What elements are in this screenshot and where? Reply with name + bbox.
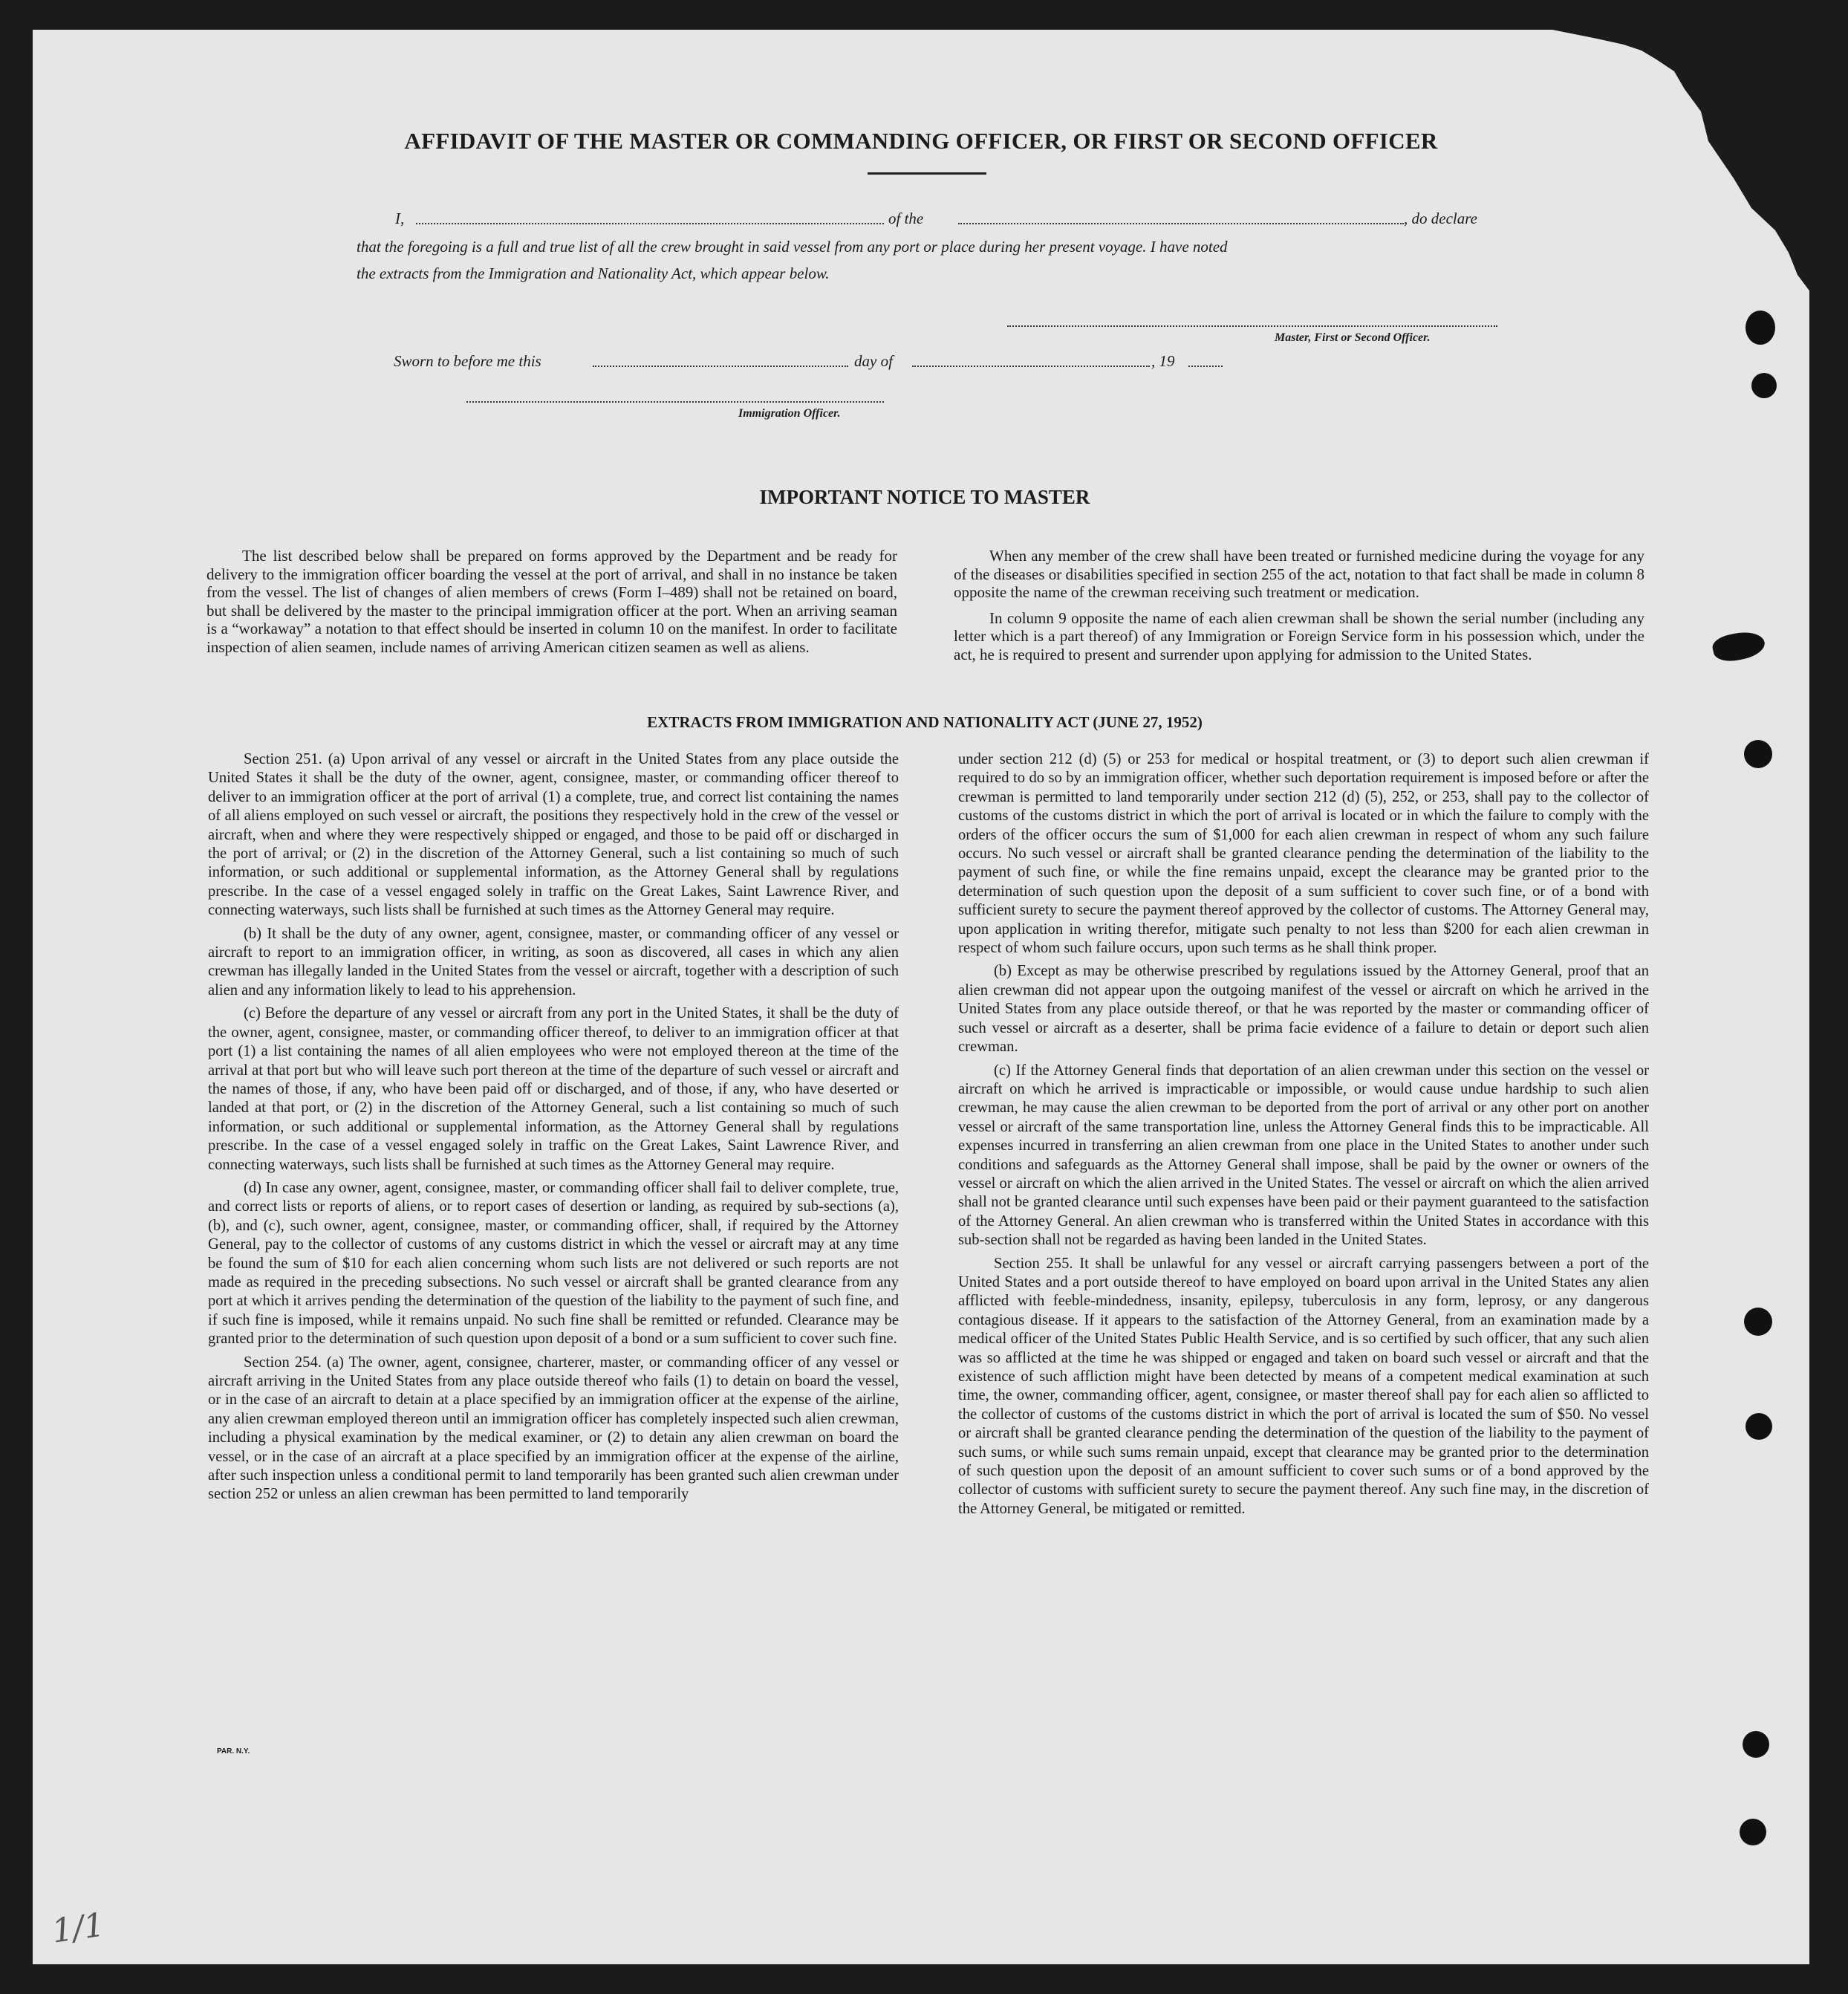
sworn-month-field[interactable] (912, 366, 1150, 367)
section-251-a: Section 251. (a) Upon arrival of any vessel or aircraft in the United States from any place outside the United States it shall be the duty of the owner, agent, consignee, master, or commanding officer thereof to deliver to an immigration officer at the port of arrival (1) a complete, true, and correct list containing the names of all aliens employed on such vessel or aircraft, the positions they respectively hold in the crew of the vessel or aircraft, when and where they were respectively shipped or engaged, and those to be paid off or discharged in the port of arrival; or (2) in the discretion of the Attorney General, such a list containing so much of such information, or such additional or supplemental information, as the Attorney General shall by regulations prescribe. In the case of a vessel engaged solely in traffic on the Great Lakes, Saint Lawrence River, and connecting waterways, such lists shall be furnished at such times as the Attorney General may require. (208, 751, 899, 919)
notice-right-paragraph-1: When any member of the crew shall have been treated or furnished medicine during the voyage for any of the diseases or disabilities specified in section 255 of the act, notation to that fact shall be made in column 8 opposite the name of the crewman receiving such treatment or medication. (954, 547, 1644, 602)
torn-corner (1552, 30, 1848, 312)
punch-hole (1745, 311, 1775, 345)
declaration-line-1: that the foregoing is a full and true list of all the crew brought in said vessel from any port or place during her present voyage. I have noted (357, 238, 1228, 256)
master-signature-field[interactable] (1007, 325, 1497, 327)
notice-heading: IMPORTANT NOTICE TO MASTER (759, 486, 1090, 508)
handwritten-mark: 1/1 (49, 1906, 108, 1951)
i-label: I, (395, 210, 405, 227)
name-field[interactable] (416, 223, 884, 224)
day-of-label: day of (854, 352, 893, 370)
punch-hole (1743, 1731, 1769, 1758)
extracts-left-column (208, 750, 899, 1509)
section-254-b: (b) Except as may be otherwise prescribed by regulations issued by the Attorney General, proof that an alien crewman did not appear upon the outgoing manifest of the vessel or aircraft on which he arrived in the United States from any place outside thereof, or that he was reported by the master or commanding officer of such vessel or aircraft as a deserter, shall be prima facie evidence of a failure to detain or deport such alien crewman. (958, 963, 1649, 1056)
punch-hole (1740, 1819, 1766, 1845)
section-251-d: (d) In case any owner, agent, consignee, master, or commanding officer shall fail to deliver complete, true, and correct lists or reports of aliens, or to report cases of desertion or landing, as required by sub-sections (a), (b), and (c), such owner, agent, consignee, master, or commanding officer, shall, if required by the Attorney General, pay to the collector of customs of any customs district in which the vessel or aircraft may at any time be found the sum of $10 for each alien concerning whom such lists are not delivered or such reports are not made as required in the preceding subsections. No such vessel or aircraft shall be granted clearance from any port at which it arrives pending the determination of the question of the liability to the payment of such fine, and if such fine is imposed, while it remains unpaid. No such fine shall be remitted or refunded. Clearance may be granted prior to the determination of such question upon deposit of a bond or a sum sufficient to cover such fine. (208, 1179, 899, 1348)
officer-caption: Immigration Officer. (738, 407, 841, 420)
affidavit-title: AFFIDAVIT OF THE MASTER OR COMMANDING OFFICER, OR FIRST OR SECOND OFFICER (404, 128, 1438, 154)
punch-hole (1744, 1308, 1772, 1336)
punch-hole (1744, 740, 1772, 768)
punch-hole (1751, 373, 1777, 398)
vessel-field[interactable] (958, 223, 1404, 224)
printer-mark: PAR. N.Y. (217, 1747, 250, 1756)
declaration-line-2: the extracts from the Immigration and Nationality Act, which appear below. (357, 264, 830, 282)
do-declare-label: , do declare (1404, 210, 1477, 227)
extracts-right-column (958, 750, 1649, 1523)
extracts-heading: EXTRACTS FROM IMMIGRATION AND NATIONALITY ACT (JUNE 27, 1952) (647, 713, 1203, 731)
immigration-officer-signature-field[interactable] (466, 401, 884, 403)
of-the-label: of the (888, 210, 924, 227)
notice-right-column (954, 547, 1644, 672)
punch-hole (1745, 1413, 1772, 1440)
year-prefix-label: , 19 (1151, 352, 1175, 370)
title-rule (868, 172, 986, 175)
sworn-label: Sworn to before me this (394, 352, 541, 370)
section-255: Section 255. It shall be unlawful for any vessel or aircraft carrying passengers between a port of the United States and a port outside thereof to have employed on board upon arrival in the United States any alien afflicted with feeble-mindedness, insanity, epilepsy, tuberculosis in any form, leprosy, or any dangerous contagious disease. If it appears to the satisfaction of the Attorney General, from an examination made by a medical officer of the United States Public Health Service, and is so certified by such officer, that any such alien was so afflicted at the time he was shipped or engaged and taken on board such vessel or aircraft and that the existence of such affliction might have been detected by means of a competent medical examination at such time, the owner, commanding officer, agent, consignee, or master thereof shall pay for each alien so afflicted to the collector of customs of the customs district in which the port of arrival is located the sum of $50. No vessel or aircraft shall be granted clearance pending the determination of the question of the liability to the payment of such sums, or while such sums remain unpaid, except that clearance may be granted prior to the determination of such question upon the deposit of an amount sufficient to cover such sums or of a bond approved by the collector of customs with sufficient surety to secure the payment thereof. Any such fine may, in the discretion of the Attorney General, be mitigated or remitted. (958, 1255, 1649, 1517)
notice-left-column (206, 547, 897, 664)
notice-right-paragraph-2: In column 9 opposite the name of each alien crewman shall be shown the serial number (including any letter which is a part thereof) of any Immigration or Foreign Service form in his possession which, under the act, he is required to present and surrender upon applying for admission to the United States. (954, 608, 1644, 663)
sworn-year-field[interactable] (1188, 366, 1223, 367)
signature-caption: Master, First or Second Officer. (1275, 331, 1431, 344)
section-254-a-continued: under section 212 (d) (5) or 253 for medical or hospital treatment, or (3) to deport such alien crewman if required to do so by an immigration officer, whether such deportation requirement is imposed before or after the crewman is permitted to land temporarily under section 212 (d) (5), 252, or 253, shall pay to the collector of customs of the customs district in which the port of arrival is located or in which the failure to comply with the orders of the officer occurs the sum of $1,000 for each alien crewman in respect of whom any such failure occurs. No such vessel or aircraft shall be granted clearance pending the determination of the liability to the payment of such fine, or while the fine remains unpaid, except the clearance may be granted prior to the determination of such question upon the deposit of a sum sufficient to cover such fine, or of a bond with sufficient surety to secure the payment thereof approved by the collector of customs. The Attorney General may, upon application in writing therefor, mitigate such penalty to not less than $200 for each alien crewman in respect of whom such failure occurs, upon such terms as he shall think proper. (958, 751, 1649, 957)
notice-left-paragraph: The list described below shall be prepared on forms approved by the Department and be ready for delivery to the immigration officer boarding the vessel at the port of arrival, and shall in no instance be taken from the vessel. The list of changes of alien members of crews (Form I–489) shall not be retained on board, but shall be delivered by the master to the principal immigration officer at the port. When an arriving seaman is a “workaway” a notation to that effect should be inserted in column 10 on the manifest. In order to facilitate inspection of alien seamen, include names of arriving American citizen seamen as well as aliens. (206, 547, 897, 656)
section-254-a: Section 254. (a) The owner, agent, consignee, charterer, master, or commanding officer of any vessel or aircraft arriving in the United States from any place outside thereof who fails (1) to detain on board the vessel, or in the case of an aircraft to detain at a place specified by an immigration officer at the expense of the airline, any alien crewman employed thereon until an immigration officer has completely inspected such alien crewman, including a physical examination by the medical examiner, or (2) to detain any alien crewman on board the vessel, or in the case of an aircraft at a place specified by an immigration officer at the expense of the airline, after such inspection unless a conditional permit to land temporarily has been granted such alien crewman under section 252 or unless an alien crewman has been permitted to land temporarily (208, 1354, 899, 1503)
section-251-b: (b) It shall be the duty of any owner, agent, consignee, master, or commanding officer of any vessel or aircraft to report to an immigration officer, in writing, as soon as discovered, all cases in which any alien crewman has illegally landed in the United States from the vessel or aircraft, together with a description of such alien and any information likely to lead to his apprehension. (208, 925, 899, 998)
section-251-c: (c) Before the departure of any vessel or aircraft from any port in the United States, it shall be the duty of the owner, agent, consignee, master, or commanding officer thereof, to deliver to an immigration officer at that port (1) a list containing the names of all alien employees who were not employed thereon at the time of the arrival at that port but who will leave such port thereon at the time of the departure of such vessel or aircraft and the names of those, if any, who have been paid off or discharged, and of those, if any, who have deserted or landed at that port, or (2) in the discretion of the Attorney General, such a list containing so much of such information, or such additional or supplemental information, as the Attorney General shall by regulations prescribe. In the case of a vessel engaged solely in traffic on the Great Lakes, Saint Lawrence River, and connecting waterways, such lists shall be furnished at such times as the Attorney General may require. (208, 1005, 899, 1173)
sworn-day-field[interactable] (593, 366, 848, 367)
section-254-c: (c) If the Attorney General finds that deportation of an alien crewman under this section on the vessel or aircraft on which he arrived is impracticable or impossible, or would cause undue hardship to such alien crewman, he may cause the alien crewman to be deported from the port of arrival or any other port on another vessel or aircraft of the same transportation line, unless the Attorney General finds this to be impracticable. All expenses incurred in transferring an alien crewman from one place in the United States to another under such conditions and safeguards as the Attorney General shall impose, shall be paid by the owner or owners of the vessel or aircraft on which the alien arrived in the United States. The vessel or aircraft on which the alien arrived shall not be granted clearance until such expenses have been paid or their payment guaranteed to the satisfaction of the Attorney General. An alien crewman who is transferred within the United States in accordance with this sub-section shall not be regarded as having been landed in the United States. (958, 1062, 1649, 1249)
